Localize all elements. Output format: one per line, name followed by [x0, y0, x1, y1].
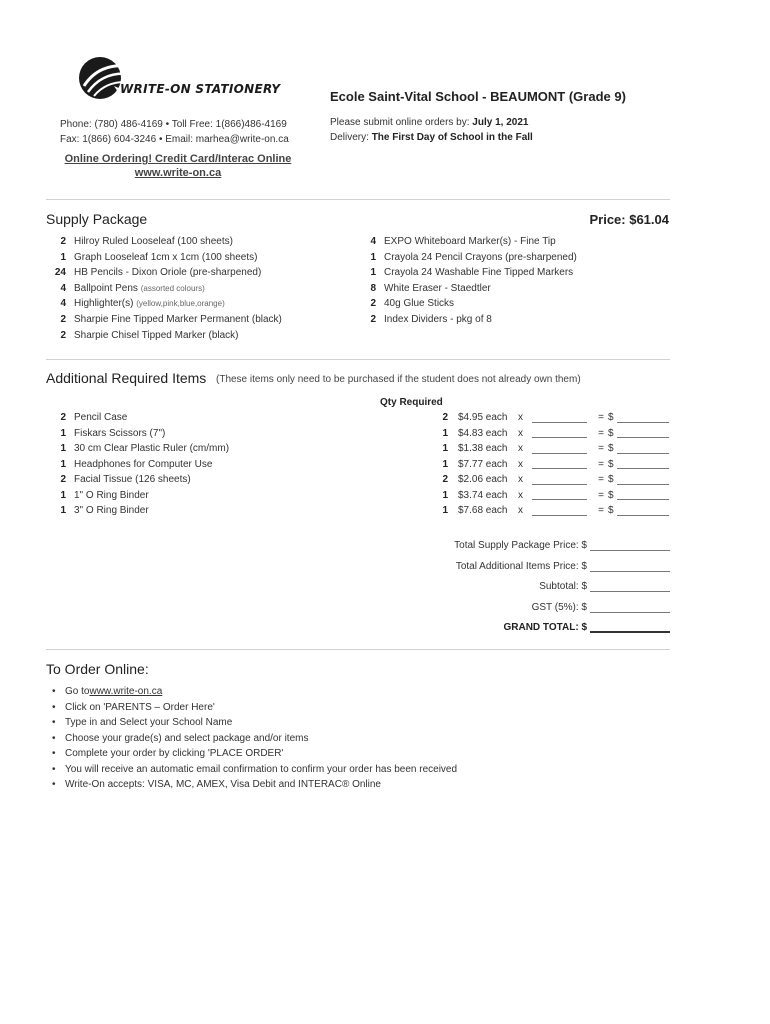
- grand-total-row: GRAND TOTAL: $: [454, 618, 670, 639]
- supply-list-right: [362, 234, 577, 328]
- price-row: 2 $2.06 each x = $: [430, 472, 669, 488]
- price-row: 1 $3.74 each x = $: [430, 488, 669, 504]
- quantity-field[interactable]: [532, 506, 587, 516]
- order-online-title: To Order Online:: [46, 661, 149, 677]
- table-row: 1 30 cm Clear Plastic Ruler (cm/mm): [60, 443, 230, 454]
- table-row: 2 Pencil Case: [60, 412, 128, 423]
- line-total-field[interactable]: [617, 490, 669, 500]
- additional-items-note: (These items only need to be purchased if the student does not already own them): [216, 374, 581, 385]
- price-row: 1 $1.38 each x = $: [430, 441, 669, 457]
- list-item: 24 HB Pencils - Dixon Oriole (pre-sharpened): [54, 267, 262, 279]
- list-item: 8 White Eraser - Staedtler: [370, 282, 491, 294]
- line-total-field[interactable]: [617, 444, 669, 454]
- submit-date: July 1, 2021: [472, 117, 529, 128]
- supply-package-price: Price: $61.04: [589, 212, 669, 227]
- quantity-field[interactable]: [532, 490, 587, 500]
- supply-package-title: Supply Package: [46, 211, 148, 227]
- quantity-field[interactable]: [532, 444, 587, 454]
- additional-items-title: Additional Required Items: [46, 370, 207, 386]
- divider: [46, 359, 670, 360]
- supply-total-field[interactable]: [590, 541, 670, 551]
- list-item: 2 40g Glue Sticks: [370, 298, 455, 310]
- website-link[interactable]: www.write-on.ca: [89, 686, 163, 697]
- gst-field[interactable]: [590, 603, 670, 613]
- price-row: 1 $4.83 each x = $: [430, 426, 669, 442]
- list-item: 2 Hilroy Ruled Looseleaf (100 sheets): [60, 236, 233, 247]
- gst-row: GST (5%): $: [454, 598, 670, 619]
- grand-total-field[interactable]: [590, 623, 670, 633]
- line-total-field[interactable]: [617, 475, 669, 485]
- delivery-line: Delivery: The First Day of School in the Fall: [330, 132, 533, 143]
- line-total-field[interactable]: [617, 506, 669, 516]
- divider: [46, 199, 670, 200]
- additional-items-list: [52, 410, 229, 519]
- price-row: 2 $4.95 each x = $: [430, 410, 669, 426]
- contact-info: [60, 117, 289, 147]
- table-row: 1 1" O Ring Binder: [60, 489, 149, 501]
- additional-items-pricing: [430, 410, 669, 519]
- list-item: 2 Sharpie Fine Tipped Marker Permanent (black): [60, 313, 282, 325]
- quantity-field[interactable]: [532, 413, 587, 423]
- price-row: 1 $7.68 each x = $: [430, 503, 669, 519]
- fax-email-line: Fax: 1(866) 604-3246 • Email: marhea@write-on.ca: [60, 134, 289, 145]
- qty-required-header: Qty Required: [380, 397, 443, 408]
- list-item: 4 Highlighter(s) (yellow,pink,blue,orange): [60, 298, 225, 310]
- supply-list-left: [52, 234, 282, 343]
- brand-name: WRITE-ON STATIONERY: [120, 82, 281, 96]
- delivery-value: The First Day of School in the Fall: [371, 132, 533, 143]
- stationery-logo-icon: [76, 56, 136, 104]
- order-steps-list: [52, 684, 457, 793]
- table-row: 1 Fiskars Scissors (7"): [60, 427, 166, 439]
- table-row: 1 3" O Ring Binder: [60, 505, 149, 516]
- school-title: Ecole Saint-Vital School - BEAUMONT (Grade 9): [330, 89, 626, 104]
- table-row: 2 Facial Tissue (126 sheets): [60, 474, 191, 485]
- additional-total-row: Total Additional Items Price: $: [454, 557, 670, 578]
- line-total-field[interactable]: [617, 428, 669, 438]
- list-item: • Choose your grade(s) and select package and/or items: [52, 732, 309, 744]
- list-item: • You will receive an automatic email confirmation to confirm your order has been received: [52, 763, 458, 775]
- online-ordering-link[interactable]: Online Ordering! Credit Card/Interac Online: [64, 153, 292, 165]
- price-row: 1 $7.77 each x = $: [430, 457, 669, 473]
- company-logo: [76, 56, 316, 104]
- line-total-field[interactable]: [617, 413, 669, 423]
- phone-line: Phone: (780) 486-4169 • Toll Free: 1(866)486-4169: [60, 119, 287, 130]
- list-item: 1 Crayola 24 Washable Fine Tipped Markers: [370, 267, 574, 279]
- totals-block: [454, 536, 670, 639]
- subtotal-field[interactable]: [590, 582, 670, 592]
- list-item: • Write-On accepts: VISA, MC, AMEX, Visa Debit and INTERAC® Online: [52, 779, 381, 790]
- list-item: • Type in and Select your School Name: [52, 717, 233, 728]
- list-item: 1 Crayola 24 Pencil Crayons (pre-sharpened): [370, 251, 577, 263]
- list-item: 1 Graph Looseleaf 1cm x 1cm (100 sheets): [60, 251, 258, 263]
- quantity-field[interactable]: [532, 475, 587, 485]
- list-item: 4 EXPO Whiteboard Marker(s) - Fine Tip: [370, 236, 556, 247]
- quantity-field[interactable]: [532, 459, 587, 469]
- list-item: 2 Index Dividers - pkg of 8: [370, 313, 492, 325]
- website-link[interactable]: www.write-on.ca: [134, 167, 222, 179]
- supply-total-row: Total Supply Package Price: $: [454, 536, 670, 557]
- additional-total-field[interactable]: [590, 562, 670, 572]
- list-item: • Complete your order by clicking 'PLACE ORDER': [52, 748, 284, 759]
- submit-line: Please submit online orders by: July 1, 2021: [330, 117, 529, 128]
- order-deadline-info: [330, 115, 533, 145]
- list-item: • Click on 'PARENTS – Order Here': [52, 701, 215, 713]
- quantity-field[interactable]: [532, 428, 587, 438]
- list-item: • Go to www.write-on.ca: [52, 684, 457, 700]
- list-item: 2 Sharpie Chisel Tipped Marker (black): [60, 329, 239, 341]
- list-item: 4 Ballpoint Pens (assorted colours): [60, 282, 205, 294]
- divider: [46, 649, 670, 650]
- line-total-field[interactable]: [617, 459, 669, 469]
- table-row: 1 Headphones for Computer Use: [60, 458, 213, 470]
- subtotal-row: Subtotal: $: [454, 577, 670, 598]
